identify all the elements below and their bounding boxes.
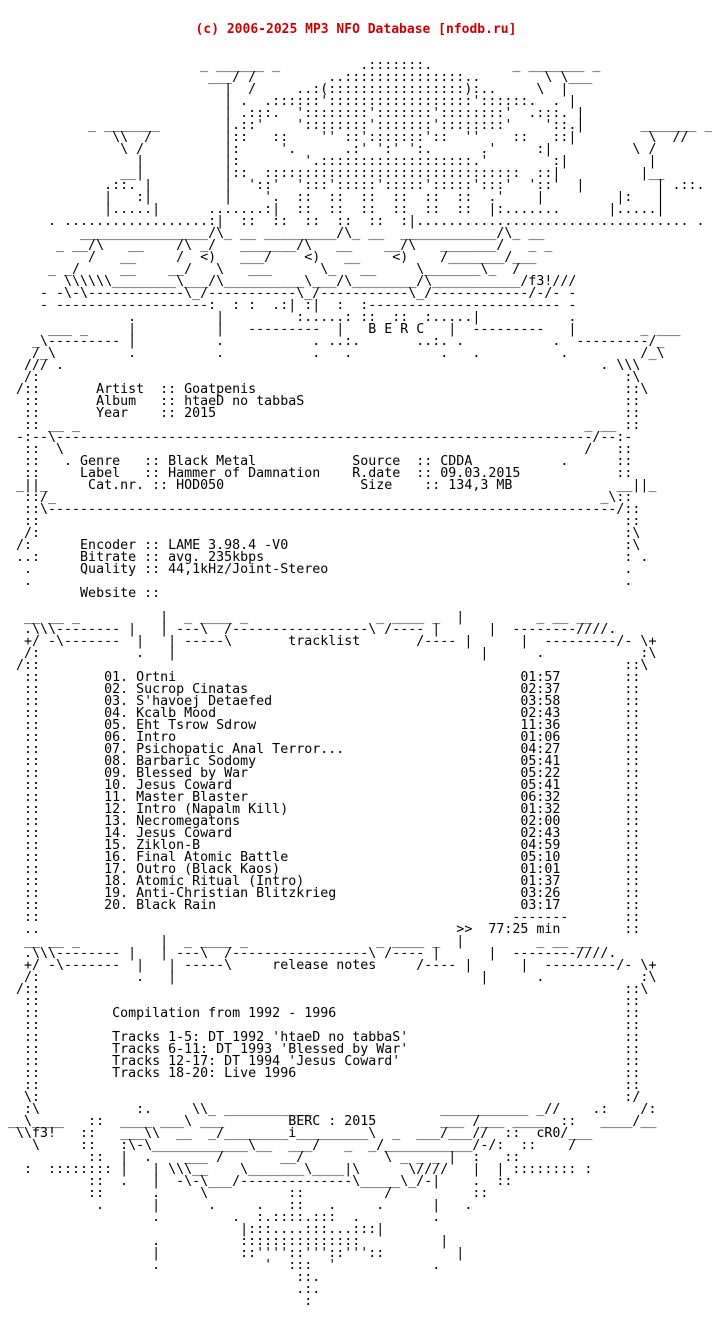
nfo-line: | ::''''::'''::''':: | [0, 1246, 465, 1261]
nfo-line: | . .::::::'::::::::::::::::::'::::::. . | [0, 94, 577, 109]
nfo-line: :: :: [0, 1018, 641, 1033]
nfo-line: . ..................:| :: :: :: :: :: :|.................................. . [0, 214, 705, 229]
nfo-line: :: 13. Necromegatons 02:00 :: [0, 814, 641, 829]
nfo-line: :: 10. Jesus Coward 05:41 :: [0, 778, 641, 793]
nfo-line: .:. [0, 1282, 321, 1297]
nfo-line: :: 19. Anti-Christian Blitzkrieg 03:26 :: [0, 886, 641, 901]
nfo-line: | :| | '. :: :: :: :: :: :: .' | |: | [0, 190, 665, 205]
nfo-line: : :::::::: | | \\\__ \_______\____|\ \//// | | :::::::: : [0, 1162, 593, 1177]
nfo-line: ::. [0, 1270, 321, 1285]
nfo-line: . . :.::::.::: . . [0, 1210, 441, 1225]
nfo-line: :: | . ___ / __/ \ _ _ _ | : :: [0, 1150, 521, 1165]
nfo-line: ___/ / ..:::::::::::::::.. \ \___ [0, 70, 593, 85]
nfo-line: :: Year :: 2015 :: [0, 406, 641, 421]
nfo-line: ___ _ | | --------- | B E R C | --------- | _ ___ [0, 322, 681, 337]
nfo-line: \\ / |:: :: '' ::':::::::':: '' :: ::| \ // [0, 130, 689, 145]
nfo-line: \ :: :\-\____________\__ ___/ _ _/___________/-/: :: / [0, 1138, 577, 1153]
nfo-line: Website :: [0, 586, 161, 601]
nfo-line: :: 12. Intro (Napalm Kill) 01:32 :: [0, 802, 641, 817]
nfo-line: :: 17. Outro (Black Kaos) 01:01 :: [0, 862, 641, 877]
nfo-line: /// . . \\\ [0, 358, 641, 373]
nfo-line: . ::::::::::::::: | [0, 1234, 449, 1249]
nfo-line: .\\\-------- | | ---\ /-----------------\ /---- | | --------////. [0, 946, 617, 961]
nfo-line: _\--------- | . . ..:. ..:. . . ---------/_ [0, 334, 665, 349]
nfo-line: :: Compilation from 1992 - 1996 :: [0, 1006, 641, 1021]
nfo-line: :: :: [0, 514, 641, 529]
nfo-line: :: :: [0, 1078, 641, 1093]
nfo-line: :: Tracks 12-17: DT 1994 'Jesus Coward' :: [0, 1054, 641, 1069]
nfo-line: /_\ . . . . . . . /_\ [0, 346, 665, 361]
nfo-line: +/ -\------- | | -----\ tracklist /---- | | ---------/- \+ [0, 634, 657, 649]
nfo-line: /: . | | . :\ [0, 646, 657, 661]
nfo-line: . | :.....: :: :: :.....| . [0, 310, 577, 325]
nfo-line: :: Tracks 18-20: Live 1996 :: [0, 1066, 641, 1081]
nfo-line: __ __ _ | _ ____ _ _ ____ _ | _ __ __ [0, 610, 593, 625]
nfo-line: - -\-\------------\_/-----------\_/-----------\_/------------/-/- - [0, 286, 577, 301]
nfo-line: . | . . :: . . | . [0, 1198, 473, 1213]
nfo-line: /:: ::\ [0, 982, 649, 997]
nfo-line: :: 06. Intro 01:06 :: [0, 730, 641, 745]
nfo-line: .::. | | '::' ':::':::::':::::':::::':::' '::' | | .::. [0, 178, 705, 193]
nfo-line: : [0, 1294, 313, 1309]
nfo-line: __ __ _ | _ ____ _ _ ____ _ | _ __ __ [0, 934, 593, 949]
nfo-line: ________________/\_ __ _________/\_ __ ____________/\_ __ [0, 226, 545, 241]
nfo-line: |:::....:::...:::| [0, 1222, 385, 1237]
nfo-line: /: . | | . :\ [0, 970, 657, 985]
nfo-line: _ _/ __ __/ \ ___ \_ __ \_______\_ / [0, 262, 521, 277]
nfo-line: / __ / <) ___/ <) __ <) /_______/___ [0, 250, 537, 265]
nfo-line: ::/_ _\:: [0, 490, 633, 505]
nfo-line: :: 15. Ziklon-B 04:59 :: [0, 838, 641, 853]
nfo-line: /: :\ [0, 526, 641, 541]
nfo-line: :: . \ :: / :: [0, 1186, 489, 1201]
nfo-line: \: :/ [0, 1090, 641, 1105]
nfo-line: :: Album :: htaeD no tabbaS :: [0, 394, 641, 409]
nfo-line: | / ..:(:::::::::::::::::):.. \ | [0, 82, 569, 97]
nfo-line: :: . Genre :: Black Metal Source :: CDDA . :: [0, 454, 633, 469]
nfo-line: . . [0, 574, 633, 589]
nfo-line: :: . | -\-\___/--------------\_____\_/-| . :: [0, 1174, 513, 1189]
nfo-line: \\\\\\________\___/\__________\___/\________/\___________/f3!/// [0, 274, 577, 289]
nfo-line: .. >> 77:25 min :: [0, 922, 641, 937]
nfo-line: . Quality :: 44,1kHz/Joint-Stereo . [0, 562, 633, 577]
nfo-line: __| |:: :::::::::::::::::::::::::::::::: ::| |__ [0, 166, 665, 181]
nfo-line: _ ______ _ .:::::::. _ _______ _ [0, 58, 601, 73]
nfo-line: :: 14. Jesus Coward 02:43 :: [0, 826, 641, 841]
nfo-line: :: 01. Ortni 01:57 :: [0, 670, 641, 685]
nfo-line: :: :: [0, 994, 641, 1009]
nfo-line: :: 11. Master Blaster 06:32 :: [0, 790, 641, 805]
nfo-line: :: 07. Psichopatic Anal Terror... 04:27 :: [0, 742, 641, 757]
nfo-line: __\____ :: ____ ___\ ___ BERC : 2015 ___ /___ ____ :: ____/__ [0, 1114, 657, 1129]
nfo-line: :: Tracks 6-11: DT 1993 'Blessed by War' :: [0, 1042, 641, 1057]
nfo-line: :: __ _ _ __ :: [0, 418, 641, 433]
nfo-line: :: 16. Final Atomic Battle 05:10 :: [0, 850, 641, 865]
nfo-line: +/ -\------- | | -----\ release notes /---- | | ---------/- \+ [0, 958, 657, 973]
nfo-line: .\\\-------- | | ---\ /-----------------\ /---- | | --------////. [0, 622, 617, 637]
nfo-line: :: 08. Barbaric Sodomy 05:41 :: [0, 754, 641, 769]
nfo-body [0, 60, 712, 1308]
nfo-line: /: :\ [0, 370, 641, 385]
nfo-line: ..: Bitrate :: avg. 235kbps : . [0, 550, 649, 565]
nfo-line: /:: ::\ [0, 658, 649, 673]
nfo-line: :: Label :: Hammer of Damnation R.date :: 09.03.2015 :: [0, 466, 633, 481]
nfo-line: \ / |: '. .:' ':' ':. .' :| \ / [0, 142, 657, 157]
nfo-line: :: Tracks 1-5: DT 1992 'htaeD no tabbaS' :: [0, 1030, 641, 1045]
nfo-line: | .:::. '::::::::':::::::'::::::::' .:::. | [0, 106, 585, 121]
nfo-line: -:--\-------------------------------------------------------------------/--:- [0, 430, 633, 445]
nfo-line: \\f3! :: ___\\ __ _/________i_________\ _ ___/___// :: cR0/___ [0, 1126, 593, 1141]
nfo-line: _ _______ |.::' '::::::::':::::::'::::::::' '::.| _______ _ [0, 118, 712, 133]
nfo-line: :: \ / :: [0, 442, 633, 457]
nfo-line: | |: '.:::::::::::::::::::.' :| | [0, 154, 657, 169]
nfo-line: . ' ::: ' . [0, 1258, 441, 1273]
nfo-line: :: 18. Atomic Ritual (Intro) 01:37 :: [0, 874, 641, 889]
nfo-line: :: ------- :: [0, 910, 641, 925]
nfo-line: _ __/\ __ /\ _/ _______/\ __ __/\ _______/ _ _ [0, 238, 553, 253]
site-header-title: (c) 2006-2025 MP3 NFO Database [nfodb.ru] [195, 22, 517, 37]
nfo-line: :: 03. S'havoej Detaefed 03:58 :: [0, 694, 641, 709]
nfo-line: ::\-----------------------------------------------------------------------/:: [0, 502, 641, 517]
nfo-line: /: Encoder :: LAME 3.98.4 -V0 :\ [0, 538, 641, 553]
nfo-line: :: 04. Kcalb Mood 02:43 :: [0, 706, 641, 721]
nfo-line: :\ :. \\_ ___________ ___________ _// .: /: [0, 1102, 657, 1117]
nfo-line: /:: Artist :: Goatpenis ::\ [0, 382, 649, 397]
nfo-line: :: 09. Blessed by War 05:22 :: [0, 766, 641, 781]
nfo-line: _||_ Cat.nr. :: HOD050 Size :: 134,3 MB __||_ [0, 478, 657, 493]
nfo-line: :: 05. Eht Tsrow Sdrow 11:36 :: [0, 718, 641, 733]
nfo-line: :: 02. Sucrop Cinatas 02:37 :: [0, 682, 641, 697]
nfo-line: |.....| .......:| :: :: :: :: :: :: |:....... |.....| [0, 202, 665, 217]
nfo-line: - -------------------: : : .:| :| : :------------------------ - [0, 298, 577, 313]
nfo-line: :: 20. Black Rain 03:17 :: [0, 898, 641, 913]
